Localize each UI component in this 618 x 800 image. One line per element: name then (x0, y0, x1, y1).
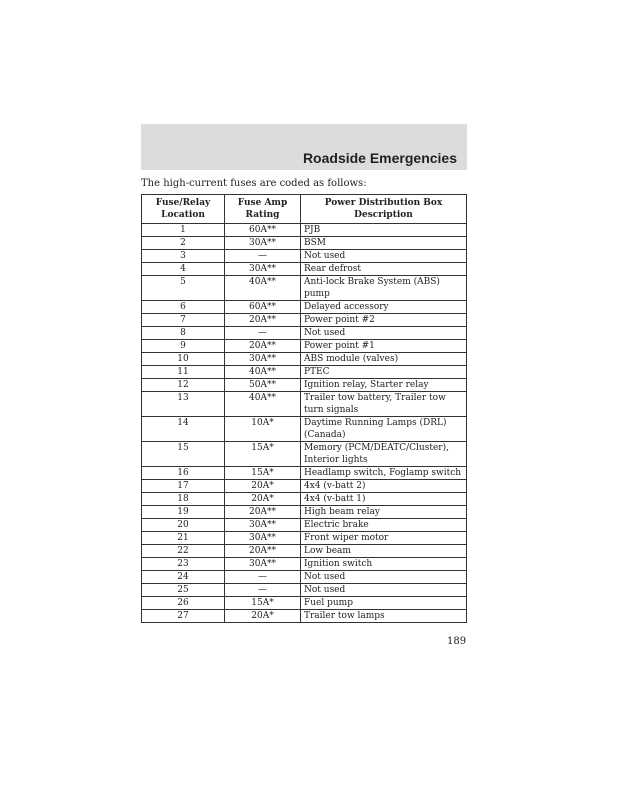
fuse-amp-cell: 40A** (225, 392, 301, 417)
fuse-description-cell: PJB (301, 224, 467, 237)
table-header-row (142, 195, 467, 224)
table-row (142, 545, 467, 558)
fuse-amp-cell: 60A** (225, 301, 301, 314)
fuse-amp-cell: 20A** (225, 545, 301, 558)
fuse-amp-cell: 30A** (225, 353, 301, 366)
fuse-amp-cell: — (225, 571, 301, 584)
fuse-location-cell: 2 (142, 237, 225, 250)
fuse-location-cell: 19 (142, 506, 225, 519)
fuse-description-cell: Low beam (301, 545, 467, 558)
fuse-amp-cell: 15A* (225, 442, 301, 467)
fuse-description-cell: Ignition relay, Starter relay (301, 379, 467, 392)
fuse-amp-cell: 30A** (225, 519, 301, 532)
table-row (142, 467, 467, 480)
fuse-location-cell: 24 (142, 571, 225, 584)
fuse-description-cell: Rear defrost (301, 263, 467, 276)
table-row (142, 224, 467, 237)
table-row (142, 314, 467, 327)
fuse-amp-cell: 40A** (225, 366, 301, 379)
fuse-location-cell: 1 (142, 224, 225, 237)
fuse-amp-cell: 20A** (225, 314, 301, 327)
fuse-description-cell: Delayed accessory (301, 301, 467, 314)
fuse-location-cell: 20 (142, 519, 225, 532)
fuse-description-cell: Fuel pump (301, 597, 467, 610)
fuse-amp-cell: 15A* (225, 467, 301, 480)
fuse-description-cell: Headlamp switch, Foglamp switch (301, 467, 467, 480)
fuse-description-cell: Not used (301, 584, 467, 597)
table-row (142, 480, 467, 493)
fuse-table (141, 194, 467, 623)
fuse-location-cell: 17 (142, 480, 225, 493)
table-row (142, 250, 467, 263)
fuse-location-cell: 6 (142, 301, 225, 314)
fuse-description-cell: Trailer tow lamps (301, 610, 467, 623)
fuse-description-cell: Anti-lock Brake System (ABS) pump (301, 276, 467, 301)
fuse-location-cell: 10 (142, 353, 225, 366)
fuse-description-cell: BSM (301, 237, 467, 250)
table-row (142, 571, 467, 584)
fuse-description-cell: Electric brake (301, 519, 467, 532)
fuse-amp-cell: — (225, 250, 301, 263)
fuse-location-cell: 21 (142, 532, 225, 545)
table-row (142, 353, 467, 366)
fuse-description-cell: Ignition switch (301, 558, 467, 571)
column-header-location: Fuse/Relay Location (142, 195, 225, 224)
fuse-amp-cell: 10A* (225, 417, 301, 442)
fuse-description-cell: 4x4 (v-batt 2) (301, 480, 467, 493)
table-row (142, 237, 467, 250)
fuse-amp-cell: — (225, 327, 301, 340)
fuse-amp-cell: 30A** (225, 237, 301, 250)
table-row (142, 519, 467, 532)
table-row (142, 532, 467, 545)
table-row (142, 506, 467, 519)
table-row (142, 597, 467, 610)
fuse-amp-cell: 60A** (225, 224, 301, 237)
fuse-location-cell: 15 (142, 442, 225, 467)
fuse-amp-cell: 20A** (225, 340, 301, 353)
fuse-description-cell: ABS module (valves) (301, 353, 467, 366)
fuse-amp-cell: 20A* (225, 610, 301, 623)
fuse-location-cell: 27 (142, 610, 225, 623)
fuse-amp-cell: 30A** (225, 532, 301, 545)
fuse-location-cell: 5 (142, 276, 225, 301)
fuse-location-cell: 16 (142, 467, 225, 480)
fuse-location-cell: 9 (142, 340, 225, 353)
fuse-amp-cell: 50A** (225, 379, 301, 392)
fuse-amp-cell: 20A* (225, 493, 301, 506)
fuse-amp-cell: 30A** (225, 263, 301, 276)
fuse-location-cell: 22 (142, 545, 225, 558)
fuse-table-body (142, 224, 467, 623)
fuse-description-cell: Power point #2 (301, 314, 467, 327)
table-row (142, 366, 467, 379)
fuse-description-cell: Power point #1 (301, 340, 467, 353)
table-row (142, 276, 467, 301)
section-header-band (141, 124, 467, 170)
table-row (142, 442, 467, 467)
fuse-location-cell: 7 (142, 314, 225, 327)
fuse-location-cell: 8 (142, 327, 225, 340)
table-row (142, 417, 467, 442)
table-row (142, 610, 467, 623)
table-row (142, 558, 467, 571)
fuse-location-cell: 12 (142, 379, 225, 392)
column-header-amp-rating: Fuse Amp Rating (225, 195, 301, 224)
fuse-description-cell: Daytime Running Lamps (DRL) (Canada) (301, 417, 467, 442)
fuse-amp-cell: 30A** (225, 558, 301, 571)
fuse-description-cell: Not used (301, 571, 467, 584)
page-number: 189 (447, 636, 467, 647)
table-row (142, 379, 467, 392)
table-row (142, 327, 467, 340)
table-row (142, 263, 467, 276)
table-row (142, 392, 467, 417)
fuse-location-cell: 25 (142, 584, 225, 597)
fuse-location-cell: 13 (142, 392, 225, 417)
fuse-location-cell: 3 (142, 250, 225, 263)
table-row (142, 340, 467, 353)
fuse-description-cell: Trailer tow battery, Trailer tow turn signals (301, 392, 467, 417)
fuse-description-cell: Front wiper motor (301, 532, 467, 545)
fuse-location-cell: 4 (142, 263, 225, 276)
fuse-description-cell: PTEC (301, 366, 467, 379)
intro-text: The high-current fuses are coded as follows: (141, 178, 367, 189)
table-row (142, 301, 467, 314)
fuse-location-cell: 23 (142, 558, 225, 571)
fuse-amp-cell: 40A** (225, 276, 301, 301)
fuse-location-cell: 11 (142, 366, 225, 379)
fuse-location-cell: 26 (142, 597, 225, 610)
fuse-description-cell: Not used (301, 250, 467, 263)
table-row (142, 584, 467, 597)
fuse-amp-cell: — (225, 584, 301, 597)
fuse-description-cell: Memory (PCM/DEATC/Cluster), Interior lights (301, 442, 467, 467)
fuse-amp-cell: 20A* (225, 480, 301, 493)
fuse-location-cell: 18 (142, 493, 225, 506)
fuse-amp-cell: 20A** (225, 506, 301, 519)
table-row (142, 493, 467, 506)
fuse-description-cell: High beam relay (301, 506, 467, 519)
fuse-description-cell: Not used (301, 327, 467, 340)
fuse-amp-cell: 15A* (225, 597, 301, 610)
fuse-location-cell: 14 (142, 417, 225, 442)
column-header-description: Power Distribution Box Description (301, 195, 467, 224)
section-title: Roadside Emergencies (302, 150, 457, 166)
fuse-description-cell: 4x4 (v-batt 1) (301, 493, 467, 506)
